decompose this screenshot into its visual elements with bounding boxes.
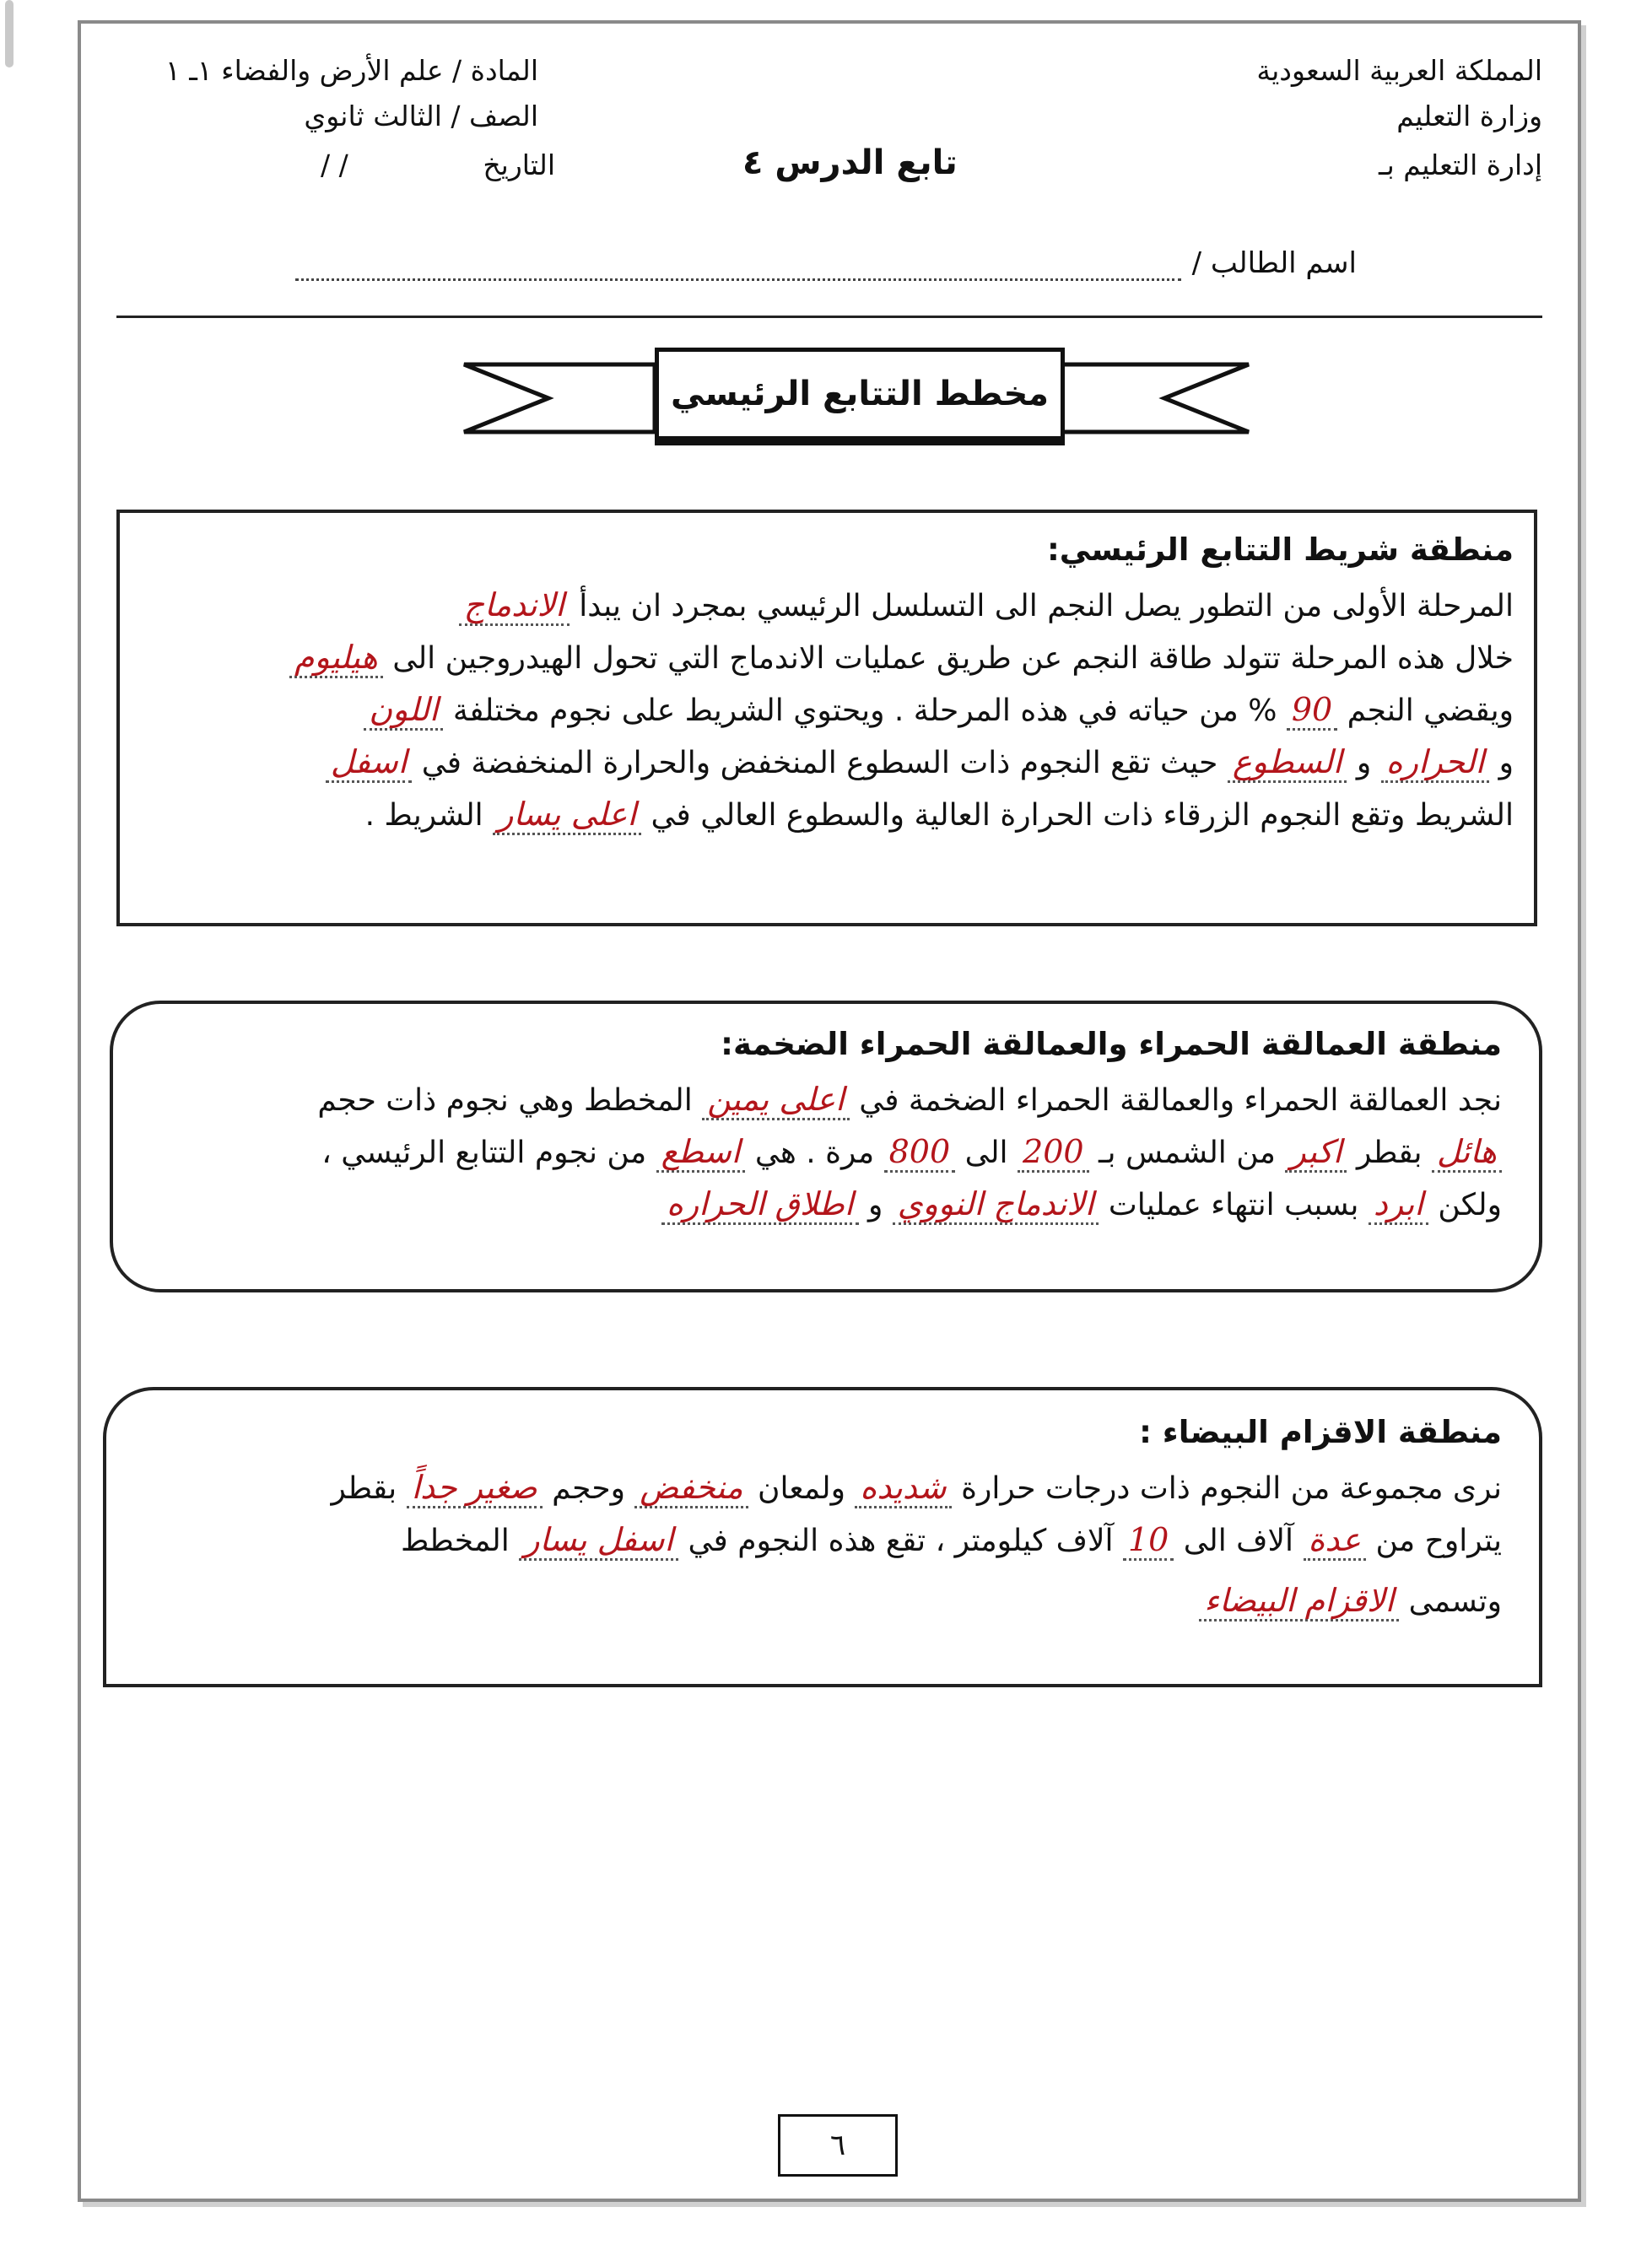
answer-field[interactable]: الاندماج النووي	[893, 1185, 1099, 1225]
header-date-label: التاريخ	[483, 148, 555, 181]
sentence-line	[140, 737, 1514, 789]
sentence-line	[140, 789, 1514, 841]
sentence-text: حيث تقع النجوم ذات السطوع المنخفض والحرارة المنخفضة في	[421, 746, 1218, 780]
sentence-text: خلال هذه المرحلة تتولد طاقة النجم عن طريق عمليات الاندماج التي تحول الهيدروجين الى	[392, 641, 1514, 676]
sentence-line	[140, 580, 1514, 632]
answer-field[interactable]: شديده	[855, 1469, 951, 1508]
sentence-text: وتسمى	[1408, 1584, 1502, 1619]
sentence-text: نجد العمالقة الحمراء والعمالقة الحمراء الضخمة في	[859, 1083, 1502, 1118]
sentence-text: و	[867, 1188, 883, 1222]
section-white-dwarfs	[103, 1387, 1542, 1687]
sentence-text: وحجم	[552, 1471, 625, 1506]
answer-field[interactable]: 10	[1123, 1521, 1174, 1561]
answer-field[interactable]: 90	[1287, 691, 1337, 731]
section-red-giants-title: منطقة العمالقة الحمراء والعمالقة الحمراء الضخمة:	[721, 1026, 1502, 1062]
section-red-giants	[110, 1001, 1542, 1292]
student-name-label: اسم الطالب /	[1191, 246, 1357, 280]
sentence-text: آلاف كيلومتر ، تقع هذه النجوم في	[688, 1524, 1114, 1558]
header-ministry: وزارة التعليم	[1396, 100, 1542, 132]
answer-field[interactable]: اكبر	[1285, 1133, 1347, 1173]
answer-field[interactable]: اللون	[364, 691, 443, 731]
window-scrollbar[interactable]	[5, 0, 13, 67]
answer-field[interactable]: الحراره	[1381, 743, 1489, 783]
sentence-text: الشريط .	[364, 798, 483, 833]
answer-field[interactable]: صغير جداً	[407, 1469, 543, 1508]
answer-field[interactable]: الاندماج	[459, 586, 570, 626]
answer-field[interactable]: الاقزام البيضاء	[1199, 1582, 1399, 1621]
header-directorate: إدارة التعليم بـ	[1378, 148, 1542, 181]
answer-field[interactable]: هائل	[1432, 1133, 1502, 1173]
answer-field[interactable]: هيليوم	[289, 639, 383, 678]
sentence-text: الى	[964, 1136, 1008, 1170]
header-grade: الصف / الثالث ثانوي	[304, 100, 538, 132]
scroll-banner	[456, 344, 1257, 445]
header-date-slashes: / /	[321, 148, 348, 181]
sentence-text: من الشمس بـ	[1099, 1136, 1276, 1170]
sentence-text: بقطر	[1356, 1136, 1423, 1170]
sentence-text: بسبب انتهاء عمليات	[1108, 1188, 1359, 1222]
banner-title: مخطط التتابع الرئيسي	[655, 348, 1065, 440]
sentence-line	[150, 1074, 1502, 1126]
answer-field[interactable]: اسفل	[326, 743, 412, 783]
sentence-line	[143, 1514, 1502, 1567]
sentence-text: يتراوح من	[1375, 1524, 1502, 1558]
answer-field[interactable]: السطوع	[1228, 743, 1347, 783]
answer-field[interactable]: عدة	[1304, 1521, 1367, 1561]
section-white-dwarfs-title: منطقة الاقزام البيضاء :	[1139, 1414, 1502, 1450]
section-main-sequence-title: منطقة شريط التتابع الرئيسي:	[1047, 531, 1514, 568]
answer-field[interactable]: اعلى يسار	[493, 796, 641, 835]
sentence-text: المخطط	[401, 1524, 510, 1558]
answer-field[interactable]: منخفض	[634, 1469, 748, 1508]
sentence-text: المخطط وهي نجوم ذات حجم	[317, 1083, 693, 1118]
lesson-title: تابع الدرس ٤	[742, 143, 958, 182]
sentence-text: ويقضي النجم	[1347, 693, 1514, 728]
sentence-text: بقطر	[331, 1471, 397, 1506]
sentence-text: من نجوم التتابع الرئيسي ،	[321, 1136, 647, 1170]
answer-field[interactable]: اسطع	[656, 1133, 746, 1173]
section-main-sequence	[116, 510, 1537, 926]
page-number-box: ٦	[778, 2114, 898, 2177]
sentence-line	[143, 1575, 1502, 1627]
sentence-text: مرة . هي	[754, 1136, 875, 1170]
answer-field[interactable]: اطلاق الحراره	[661, 1185, 859, 1225]
sentence-text: المرحلة الأولى من التطور يصل النجم الى التسلسل الرئيسي بمجرد ان يبدأ	[579, 589, 1514, 623]
answer-field[interactable]: اسفل يسار	[519, 1521, 678, 1561]
answer-field[interactable]: ابرد	[1369, 1185, 1428, 1225]
sentence-line	[150, 1126, 1502, 1179]
answer-field[interactable]: 200	[1018, 1133, 1089, 1173]
header-divider	[116, 316, 1542, 318]
sentence-text: نرى مجموعة من النجوم ذات درجات حرارة	[961, 1471, 1502, 1506]
sentence-text: % من حياته في هذه المرحلة . ويحتوي الشريط على نجوم مختلفة	[452, 693, 1277, 728]
sentence-line	[150, 1179, 1502, 1231]
sentence-text: آلاف الى	[1183, 1524, 1294, 1558]
student-name-field[interactable]	[295, 258, 1181, 281]
sentence-text: و	[1356, 746, 1372, 780]
sentence-text: و	[1498, 746, 1514, 780]
answer-field[interactable]: اعلى يمين	[702, 1081, 850, 1120]
sentence-line	[143, 1462, 1502, 1514]
header-kingdom: المملكة العربية السعودية	[1256, 54, 1542, 87]
sentence-text: ولمعان	[758, 1471, 845, 1506]
sentence-text: الشريط وتقع النجوم الزرقاء ذات الحرارة العالية والسطوع العالي في	[651, 798, 1514, 833]
answer-field[interactable]: 800	[884, 1133, 956, 1173]
sentence-text: ولكن	[1438, 1188, 1502, 1222]
header-subject: المادة / علم الأرض والفضاء ١ـ ١	[165, 54, 538, 87]
sentence-line	[140, 632, 1514, 684]
sentence-line	[140, 684, 1514, 737]
